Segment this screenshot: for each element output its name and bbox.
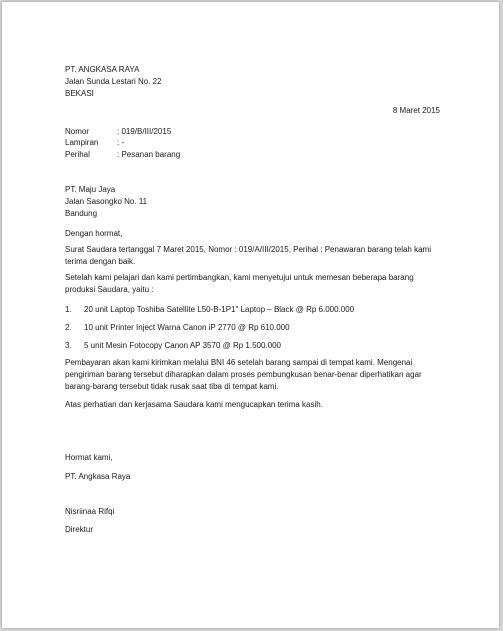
list-number: 2. bbox=[65, 323, 72, 332]
signature-salutation: Hormat kami, bbox=[65, 453, 113, 462]
paragraph-3-line: Pembayaran akan kami kirimkan melalui BNI 46 setelah barang sampai di tempat kami. Mengenai bbox=[65, 358, 413, 367]
list-number: 1. bbox=[65, 305, 72, 314]
paragraph-3-line: barang-barang tersebut tidak rusak saat tiba di tempat kami. bbox=[65, 382, 279, 391]
meta-label: Lampiran bbox=[65, 138, 99, 147]
list-item bbox=[2, 304, 499, 315]
sender-address: Jalan Sunda Lestari No. 22 bbox=[65, 77, 162, 86]
paragraph-2-line: Setelah kami pelajari dan kami pertimbangkan, kami menyetujui untuk memesan beberapa barang bbox=[65, 273, 414, 282]
paragraph-3-line: pengiriman barang tersebut diharapkan dalam proses pembungkusan benar-benar diperhatikan agar bbox=[65, 370, 422, 379]
meta-label: Perihal bbox=[65, 150, 90, 159]
meta-row-nomor bbox=[2, 126, 499, 137]
sender-city: BEKASI bbox=[65, 89, 94, 98]
list-item bbox=[2, 340, 499, 351]
list-number: 3. bbox=[65, 341, 72, 350]
meta-label: Nomor bbox=[65, 127, 90, 136]
paragraph-1-line: terima dengan baik. bbox=[65, 257, 136, 266]
signature-title: Direktur bbox=[65, 525, 94, 534]
sender-company: PT. ANGKASA RAYA bbox=[65, 65, 140, 74]
signature-company: PT. Angkasa Raya bbox=[65, 472, 131, 481]
list-text: 20 unit Laptop Toshiba Satellite L50-B-1P1" Laptop – Black @ Rp 6.000.000 bbox=[84, 305, 355, 314]
meta-row-lampiran bbox=[2, 137, 499, 148]
signature-name: Nisriinaa Rifqi bbox=[65, 507, 115, 516]
recipient-address: Jalan Sasongko No. 11 bbox=[65, 197, 148, 206]
letter-date: 8 Maret 2015 bbox=[392, 106, 440, 115]
meta-value: : Pesanan barang bbox=[117, 150, 181, 159]
meta-row-perihal bbox=[2, 149, 499, 160]
list-item bbox=[2, 322, 499, 333]
list-text: 5 unit Mesin Fotocopy Canon AP 3570 @ Rp 1.500.000 bbox=[84, 341, 281, 350]
meta-value: : 019/B/III/2015 bbox=[117, 127, 172, 136]
recipient-company: PT. Maju Jaya bbox=[65, 185, 116, 194]
greeting: Dengan hormat, bbox=[65, 229, 123, 238]
letter-page bbox=[2, 2, 499, 628]
meta-value: : - bbox=[117, 138, 125, 147]
closing-sentence: Atas perhatian dan kerjasama Saudara kami mengucapkan terima kasih. bbox=[65, 400, 323, 409]
list-text: 10 unit Printer Inject Warna Canon iP 2770 @ Rp 610.000 bbox=[84, 323, 290, 332]
paragraph-2-line: produksi Saudara, yaitu : bbox=[65, 285, 154, 294]
recipient-city: Bandung bbox=[65, 209, 98, 218]
paragraph-1-line: Surat Saudara tertanggal 7 Maret 2015, Nomor : 019/A/III/2015, Perihal : Penawaran barang telah kami bbox=[65, 245, 431, 254]
